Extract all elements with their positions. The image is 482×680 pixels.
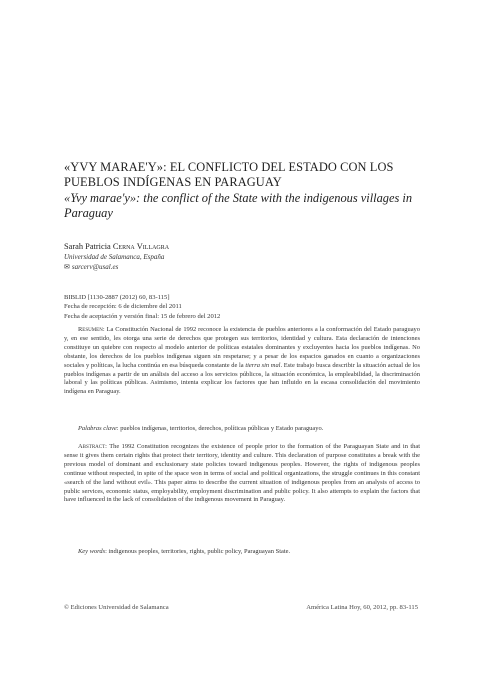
author-email-line [64,263,364,273]
reception-date: Fecha de recepción: 6 de diciembre del 2011 [64,303,182,311]
footer-citation: América Latina Hoy, 60, 2012, pp. 83-115 [306,604,418,611]
resumen-text-a: : La Constitución Nacional de 1992 reconoce la existencia de pueblos anteriores a la conformación del Estado paraguayo y, en ese sentido, les otorga una serie de derechos que protegen sus territorios, identidad y cultura. Esta declaración de intenciones constituye un quiebre con respecto al modelo anterior de políticas estatales dominantes y excluyentes hacia los pueblos indígenas. No obstante, los derechos de los pueblos indígenas siguen sin respetarse; y a pesar de los espacios ganados en cuanto a organizaciones sociales y políticas, la lucha continúa en esa búsqueda constante de la [64,326,420,369]
author-name [64,242,364,252]
key-words-text: : indigenous peoples, territories, rights, public policy, Paraguayan State. [105,548,291,555]
abstract-text: : The 1992 Constitution recognizes the existence of people prior to the formation of the Paraguayan State and in that sense it gives them certain rights that protect their territory, identity and culture. This declaration of purpose constitutes a break with the previous model of dominant and exclusionary state policies toward indigenous peoples. However, the rights of indigenous peoples continue without respected, in spite of the space won in terms of social and political organizations, the struggle continues in this constant «search of the land without evil». This paper aims to describe the current situation of indigenous peoples from an analysis of access to public services, economic status, employability, employment discrimination and public policy. It also attempts to explain the factors that have influenced in the lack of consolidation of the indigenous movement in Paraguay. [64,443,420,504]
resumen-text-b: . Este trabajo busca describir la situación actual de los pueblos indígenas a partir de un análisis del acceso a los servicios públicos, la situación económica, la empleabilidad, la discriminación laboral y las políticas públicas. Asimismo, intenta explicar los factores que han influido en la escasa consolidación del movimiento indígena en Paraguay. [64,361,420,396]
palabras-clave-text: : pueblos indígenas, territorios, derechos, políticas públicas y Estado paraguayo. [116,425,324,432]
key-words [64,548,420,557]
footer-copyright: © Ediciones Universidad de Salamanca [64,604,169,611]
abstract-label: Abstract [78,443,106,450]
biblid-line: BIBLID [1130-2887 (2012) 60, 83-115] [64,294,170,301]
article-title-spanish: «YVY MARAE'Y»: EL CONFLICTO DEL ESTADO CON LOS PUEBLOS INDÍGENAS EN PARAGUAY [64,160,394,189]
author-affiliation: Universidad de Salamanca, España [64,253,165,261]
envelope-icon: ✉ [64,263,70,271]
biblio-block [64,293,404,321]
palabras-clave-label: Palabras clave [78,425,117,432]
resumen-paragraph [64,326,420,397]
abstract-paragraph [64,443,420,505]
author-surname: Cerna Villagra [112,242,170,251]
key-words-label: Key words [78,548,106,555]
resumen-italic-phrase: tierra sin mal [245,361,281,369]
author-first-name: Sarah Patricia [64,242,111,251]
article-title-english: «Yvy marae'y»: the conflict of the State with the indigenous villages in Paraguay [64,191,413,220]
palabras-clave [64,425,420,434]
resumen-label: Resumen [78,326,103,333]
author-email[interactable]: sarcerv@usal.es [71,263,119,271]
acceptance-date: Fecha de aceptación y versión final: 15 de febrero del 2012 [64,312,221,320]
